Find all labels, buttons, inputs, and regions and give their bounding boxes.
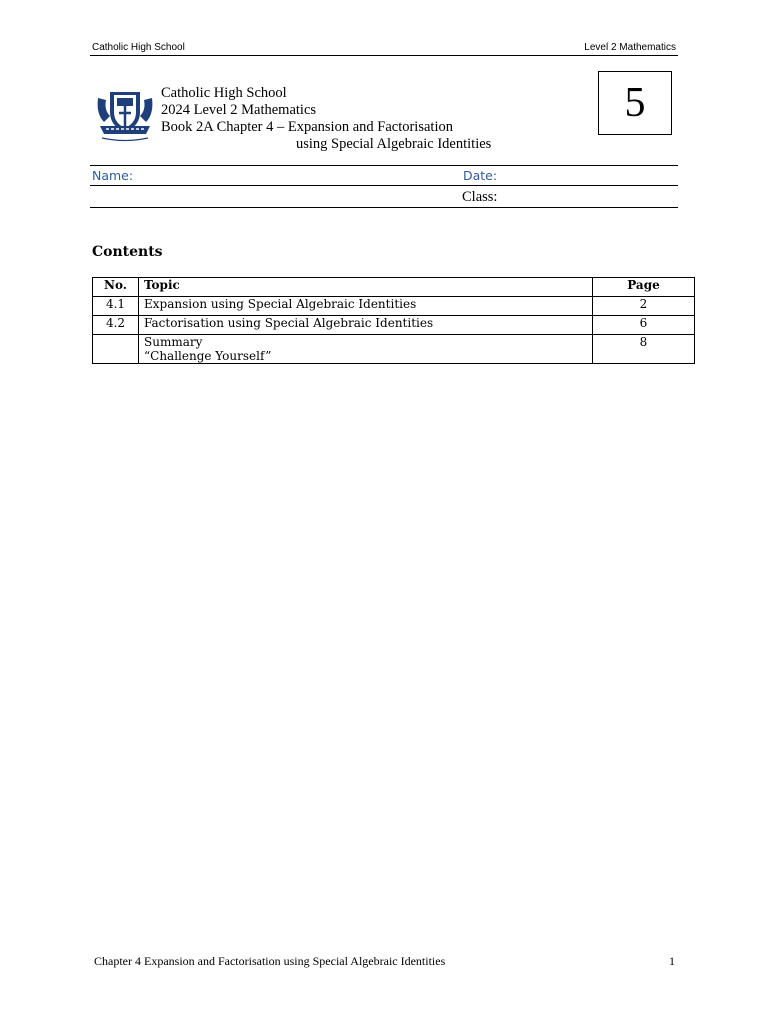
form-rule-top [90, 165, 678, 166]
table-header-row [93, 278, 695, 297]
column-header-page: Page [593, 278, 695, 297]
chapter-title-line1: Book 2A Chapter 4 – Expansion and Factorisation [161, 119, 453, 135]
row-page: 2 [593, 297, 695, 316]
row-number: 4.2 [93, 316, 139, 335]
chapter-title-line2: using Special Algebraic Identities [296, 136, 492, 152]
row-number [93, 335, 139, 364]
column-header-no: No. [93, 278, 139, 297]
row-page: 6 [593, 316, 695, 335]
row-topic: Factorisation using Special Algebraic Identities [139, 316, 593, 335]
contents-heading: Contents [92, 244, 163, 260]
running-header-right: Level 2 Mathematics [584, 42, 676, 53]
header-rule [90, 55, 678, 56]
table-row [93, 335, 695, 364]
form-rule-bottom [90, 207, 678, 208]
school-crest-icon [94, 86, 156, 142]
column-header-topic: Topic [139, 278, 593, 297]
booklet-number-box [598, 71, 672, 135]
row-page: 8 [593, 335, 695, 364]
running-header-left: Catholic High School [92, 42, 185, 53]
row-topic-line2: “Challenge Yourself” [144, 349, 272, 363]
date-field-label: Date: [463, 168, 498, 183]
footer-chapter-title: Chapter 4 Expansion and Factorisation using Special Algebraic Identities [94, 954, 446, 968]
row-topic: Expansion using Special Algebraic Identities [139, 297, 593, 316]
title-block [161, 85, 491, 153]
school-name: Catholic High School [161, 85, 287, 101]
row-topic [139, 335, 593, 364]
contents-table [92, 277, 695, 364]
course-title: 2024 Level 2 Mathematics [161, 102, 317, 118]
name-field-label: Name: [92, 168, 134, 183]
form-rule-middle [90, 185, 678, 186]
booklet-number: 5 [624, 80, 646, 126]
footer-page-number: 1 [669, 954, 675, 968]
table-row [93, 297, 695, 316]
class-field-label: Class: [462, 189, 498, 205]
row-number: 4.1 [93, 297, 139, 316]
table-row [93, 316, 695, 335]
row-topic-line1: Summary [144, 335, 203, 349]
